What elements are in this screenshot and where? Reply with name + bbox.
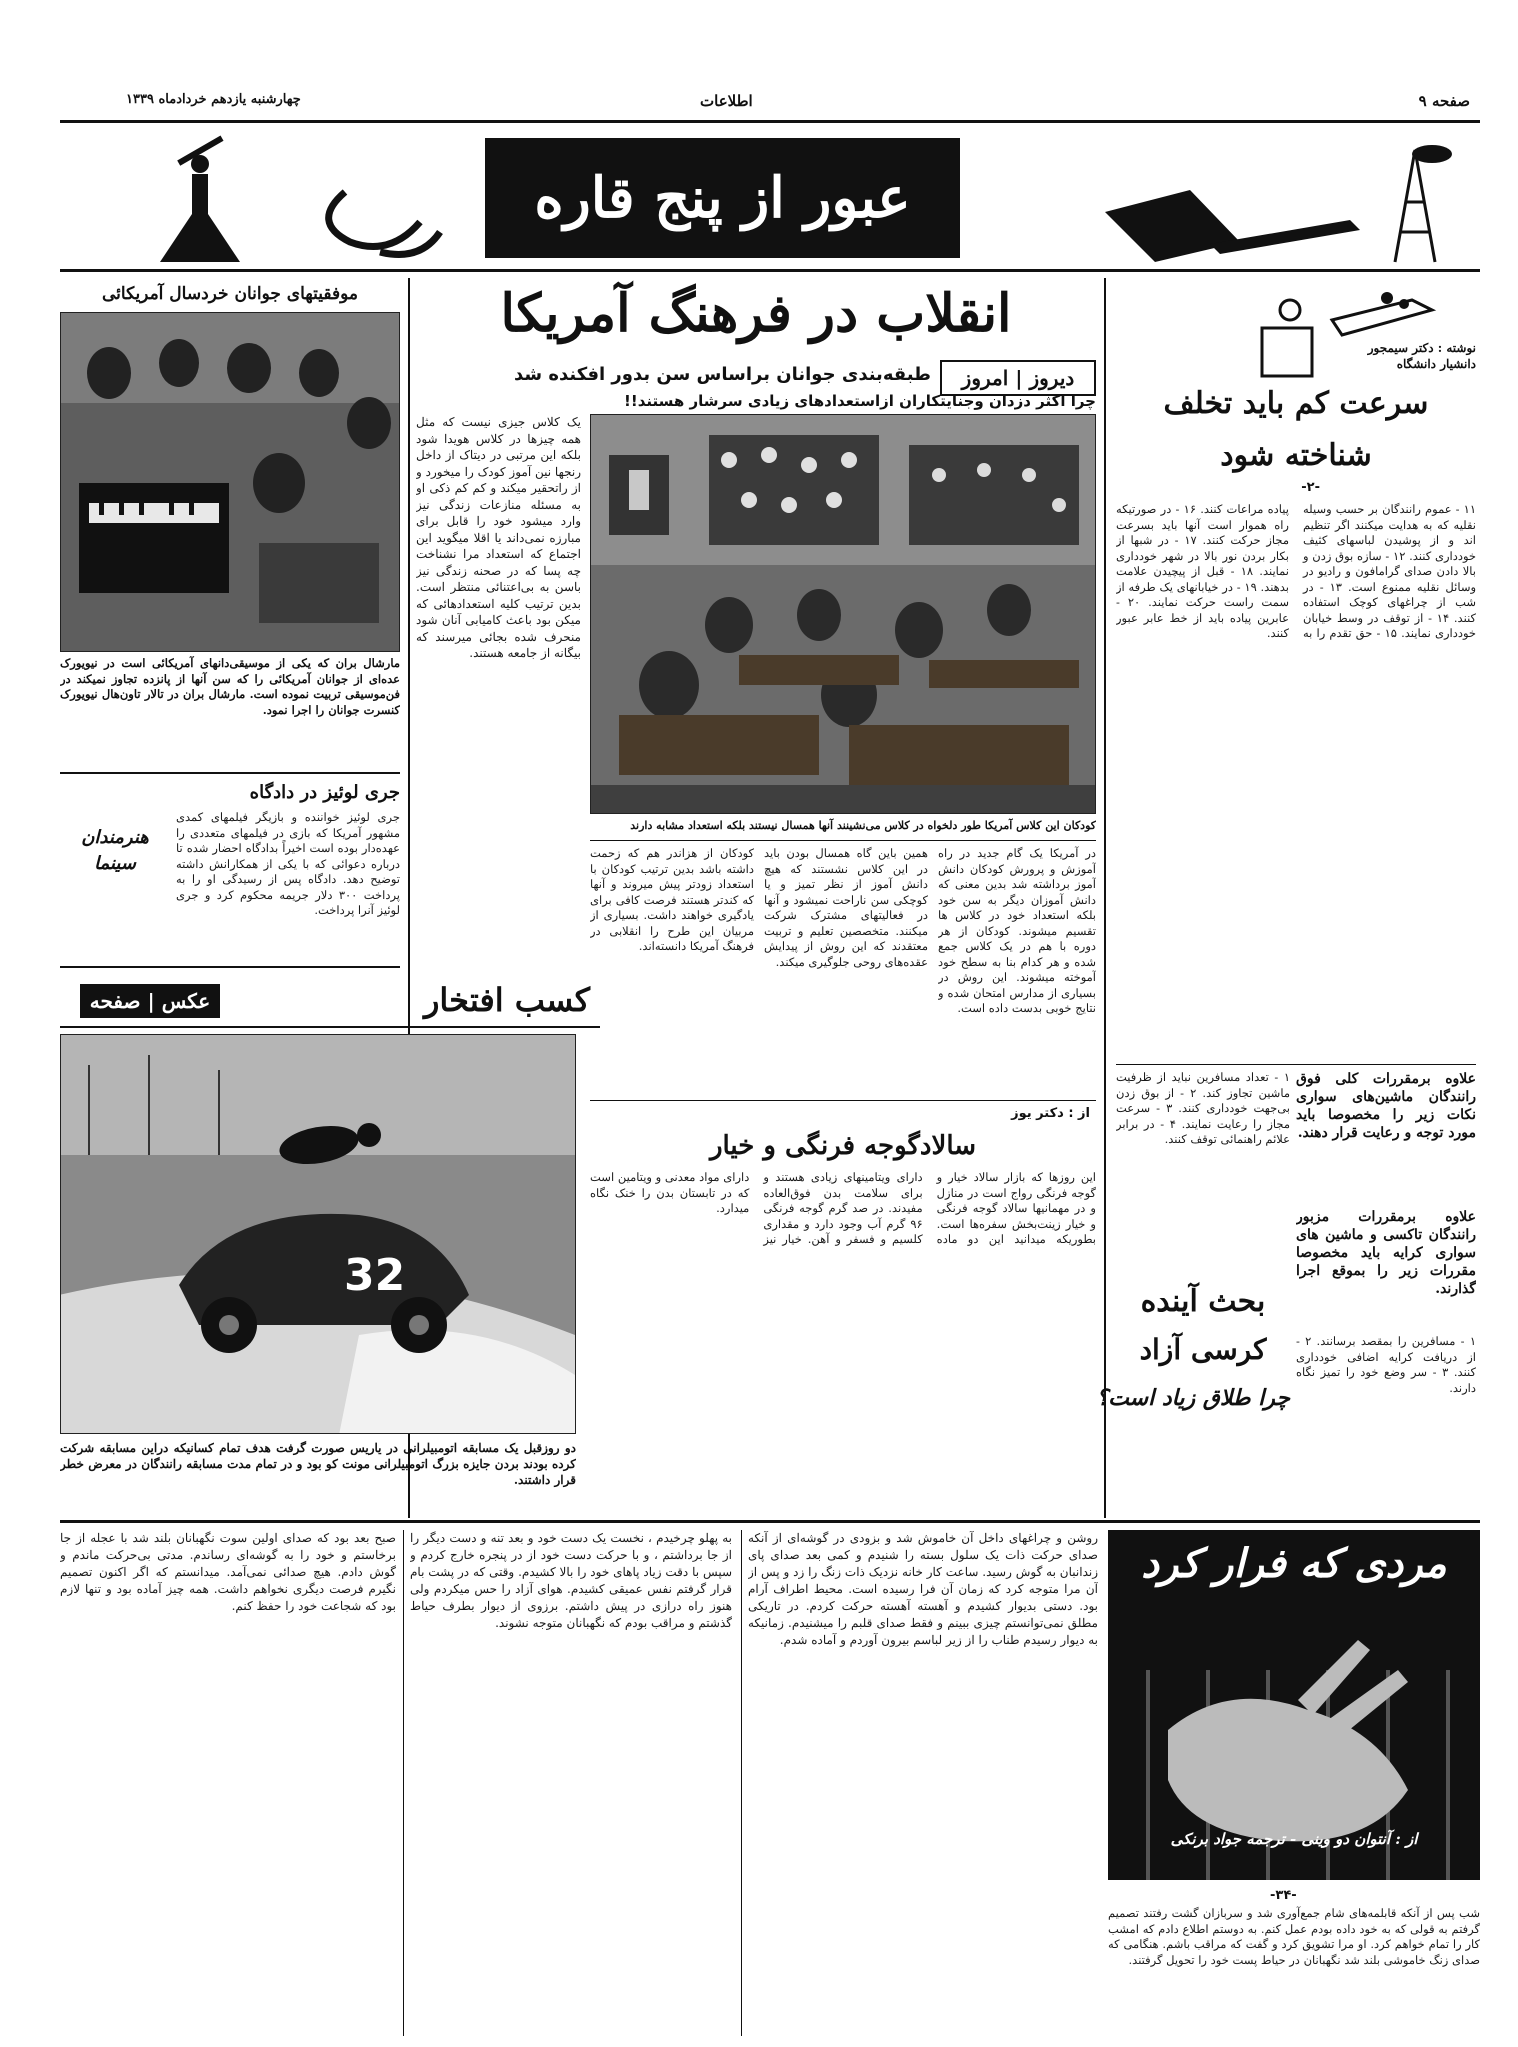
main-column-4: کودکان از هزاندر هم که زحمت داشته باشد بدین ترتیب کودکان با استعداد زودتر پیش میروند و آنها که کندتر هستند فرصت کافی برای یادگیری خواهند داشت. بسیاری از مربیان این طرح را انقلابی در فرهنگ آمریکا دانسته‌اند.: [590, 846, 754, 953]
banner-strip: [60, 132, 1480, 272]
next-topic-title: کرسی آزاد: [1139, 1333, 1267, 1366]
banner-title: عبور از پنج قاره: [534, 165, 911, 231]
young-musicians-headline: موفقیتهای جوانان خردسال آمریکائی: [101, 284, 358, 304]
serial-part-number: -۳۴-: [1270, 1888, 1297, 1903]
classroom-photo-caption: کودکان این کلاس آمریکا طور دلخواه در کلاس می‌نشینند آنها همسال نیستند بلکه استعداد مشابه دارند: [630, 819, 1096, 832]
main-caption-rule: [590, 840, 1096, 841]
next-topic-subtitle: چرا طلاق زیاد است؟: [1096, 1385, 1290, 1411]
speed-article: [1096, 278, 1480, 1514]
serial-rule-1: [741, 1530, 742, 2036]
serial-title: مردی که فرار کرد: [1141, 1540, 1447, 1587]
sun-disc-icon: [1412, 145, 1452, 163]
left-top-rule: [60, 772, 400, 774]
main-headline: انقلاب در فرهنگ آمریکا: [500, 283, 1012, 344]
speed-headline: سرعت کم باید تخلف شناخته شود: [1163, 386, 1429, 473]
serial-column-1: روشن و چراغهای داخل آن خاموش شد و بزودی در گوشه‌ای از آنکه صدای حرکت ذات یک سلول بسته را شنیدم و کمی بعد صدای پای زندانبان به گوش رسید. ساعت کار خانه نزدیک ذات زنگ را زد و پس از آن مرا متوجه کرد که زمان آن فرا رسیده است. محیط اطراف آرام بود. دستی بدیوار کشیدم و آهسته آهسته حرکت کردم. در تاریکی مطلق نمی‌توانستم چیزی ببینم و فقط صدای قلبم را میشنیدم. زمانیکه به دیوار رسیدم طناب را از زیر لباسم بیرون آوردم و آماده شدم.: [748, 1531, 1098, 1647]
main-column-2: در آمریکا یک گام جدید در راه آموزش و پرورش کودکان دانش آموز برداشته شد بدین معنی که دانش آموزان دیگر به سن خود بلکه استعداد خود در کلاس ها تقسیم میشوند. کودکان از هر دوره با هم در یک کلاس جمع شده و هر کدام بنا به سطح خود آموخته میشوند. این روش در بسیاری از مدارس امتحان شده و نتایج خوبی بدست داده است.: [938, 846, 1096, 1015]
banner-title-box: [485, 138, 960, 258]
racing-caption: دو روزقبل یک مسابقه اتومبیلرانی در یاریس صورت گرفت هدف تمام کسانیکه دراین مسابقه شرکت کرده بودند بردن جایزه بزرگ اتومبیلرانی مونت کو بود و در تمام مدت مسابقه رانندگان در معرض خطر قرار داشتند.: [60, 1441, 576, 1487]
column-rule-right: [1104, 278, 1106, 1518]
piano-photo: [60, 312, 400, 652]
cinema-art-box: [60, 806, 170, 896]
serial-column-2: به پهلو چرخیدم ، نخست یک دست خود و بعد تنه و دست دیگر را از جا برداشتم ، و با حرکت دست خود از در پنجره خارج کردم و سپس با دقت زیاد پاهای خود را بالا کشیدم. وقتی که در پشت بام قرار گرفتم نفس عمیقی کشیدم. هوای آزاد را حس میکردم ولی هنوز راه درازی در پیش داشتم. برزوی از دیوار بطرف حیاط گذشتم و مراقب بودم که نگهبانان متوجه نشوند.: [410, 1531, 732, 1630]
serial-subtitle: از : آنتوان دو وینی - ترجمه جواد برنکی: [1170, 1830, 1418, 1848]
speed-body-text: ۱۱ - عموم رانندگان بر حسب وسیله نقلیه که به هدایت میکنند اگر تنظیم اند و از پوشیدن لباسهای کثیف خودداری کنند. ۱۲ - سازه بوق زدن و بالا دادن صدای گرامافون و رادیو در وسائل نقلیه ممنوع است. ۱۳ - در شب از چراغهای کوچک استفاده کنند. ۱۴ - از توقف در وسط خیابان خودداری نمایند. ۱۵ - حق تقدم را به پیاده مراعات کنند. ۱۶ - در صورتیکه راه هموار است آنها باید بسرعت مجاز حرکت کنند. ۱۷ - در شبها از بکار بردن نور بالا در شهر خودداری نمایند. ۱۸ - قبل از پیچیدن علامت بدهند. ۱۹ - در خیابانهای یک طرفه از سمت راست حرکت نمایند. ۲۰ - عابرین پیاده باید از خط عابر عبور کنند.: [1116, 502, 1476, 640]
speed-part-number: -۲-: [1301, 480, 1320, 495]
speed-byline: نوشته : دکتر سیمجور دانشیار دانشگاه: [1367, 341, 1476, 371]
speed-bold-paragraph-2: علاوه برمقررات مزبور رانندگان تاکسی و ماشین های سواری کرایه باید مخصوصا مقررات زیر را بموقع اجرا گذارند.: [1296, 1209, 1476, 1297]
serial-column-4: شب پس از آنکه قابلمه‌های شام جمع‌آوری شد و سربازان گشت رفتند تصمیم گرفتم به قولی که به خود داده بودم عمل کنم. به دوستم اطلاع دادم که امشب کار را تمام خواهم کرد. او مرا تشویق کرد و گفت که مراقب باشم. هنگامی که صدای زنگ خاموشی بلند شد نگهبانان در حیاط پست خود را تحویل گرفتند.: [1108, 1906, 1480, 1967]
guitar-icon: [329, 192, 440, 255]
speed-bold-paragraph-1: علاوه برمقررات کلی فوق رانندگان ماشین‌های سواری نکات زیر را مخصوصا باید مورد توجه و رعایت قرار دهند.: [1296, 1071, 1476, 1141]
piano-photo-art: [60, 313, 399, 652]
speed-body-text-2: ۱ - تعداد مسافرین نباید از ظرفیت ماشین تجاوز کند. ۲ - از بوق زدن بی‌جهت خودداری کنند. ۳ - سرعت مجاز را رعایت نمایند. ۴ - در برابر علائم راهنمائی توقف کنند.: [1116, 1070, 1290, 1146]
classroom-photo-art: [590, 415, 1095, 814]
main-kicker: چرا اکثر دزدان وجنایتکاران ازاستعدادهای زیادی سرشار هستند!!: [624, 392, 1096, 410]
page-label: صفحه ۹: [1418, 92, 1470, 110]
salad-body-text: این روزها که بازار سالاد خیار و گوجه فرنگی رواج است در منازل و در مهمانیها سالاد گوجه فرنگی و خیار زینت‌بخش سفره‌ها است. بطوریکه میدانید این دو ماده دارای ویتامینهای زیادی هستند و برای سلامت بدن فوق‌العاده مفیدند. در صد گرم گوجه فرنگی ۹۶ گرم آب وجود دارد و مقداری کلسیم و فسفر و آهن. خیار نیز دارای مواد معدنی و ویتامین است که در تابستان بدن را خنک نگاه میدارد.: [590, 1170, 1096, 1246]
next-topic-box: [1096, 1278, 1290, 1498]
main-badge-text: دیروز | امروز: [961, 366, 1075, 390]
paper-name: اطلاعات: [700, 92, 753, 110]
header-rule: [60, 120, 1480, 123]
serial-top-rule: [60, 1520, 1480, 1523]
main-column-3: همین باین گاه همسال بودن باید در این کلاس نشستند که هیچ دانش آموز از نظر تمیز و یا کوچکی سن ناراحت نمیشود و آنها در فعالیتهای مشترک شرکت میکنند. متخصصین تعلیم و تربیت معتقدند که این روش از پیدایش عقده‌های روحی جلوگیری میکند.: [764, 846, 928, 969]
saxophone-player-icon: [160, 136, 240, 262]
next-topic-label: بحث آینده: [1140, 1284, 1266, 1319]
cinema-art-label: هنرمندان سینما: [81, 827, 149, 874]
racing-photo: [60, 1034, 576, 1434]
racing-top-rule: [60, 966, 400, 968]
serial-rule-2: [403, 1530, 404, 2036]
racing-header: [60, 974, 600, 1028]
jerry-headline: جری لوئیز در دادگاه: [249, 782, 400, 803]
salad-top-rule: [590, 1100, 1096, 1101]
main-subhead: طبقه‌بندی جوانان براساس سن بدور افکنده شد: [513, 364, 931, 385]
eiffel-tower-icon: [1395, 150, 1435, 262]
main-column-1: یک کلاس جیزی نیست که مثل همه چیزها در کلاس هویدا شود بلکه این مرتبی در دیتاک از داخل رنجها نین آموز کودک را میخورد و از راتحقیر میکند و کم کم ذکی او به مسئله منازعات زندگی نیز وارد میشود خود را قابل برای مبارزه نمی‌داند یا اقلا میگوید این اجتماع که استعداد مرا نشناخت چه پسا که در صحنه زندگی نیز باسن به بی‌اعتنائی منتظر است. بدین ترتیب کلیه استعدادهائی که میکن بود باعث کامیابی آنان شود منحرف شده بجائی میرسند که بیگانه از جامعه هستند.: [416, 415, 581, 660]
classroom-photo: [590, 414, 1096, 814]
serial-column-3: صبح بعد بود که صدای اولین سوت نگهبانان بلند شد با عجله از جا برخاستم و خود را به گوشه‌ای رساندم. مدتی بی‌حرکت ماندم و گوش دادم. هیچ صدائی نمی‌آمد. میدانستم که اگر اکنون تصمیم نگیرم فرصت دیگری نخواهم داشت. همه چیز آماده بود و تنها لازم بود که شجاعت خود را حفظ کنم.: [60, 1531, 396, 1613]
racing-headline: کسب افتخار: [423, 981, 590, 1019]
jerry-body-text: جری لوئیز خواننده و بازیگر فیلمهای کمدی مشهور آمریکا که بازی در فیلمهای متعددی را عهده‌دار بوده است اخیراً بدادگاه احضار شده تا درباره دعوائی که با یکی از همکارانش داشته توضیح دهد. دادگاه پس از رسیدگی او را به پرداخت ۳۰۰ دلار جریمه محکوم کرد و جری لوئیز آنرا پرداخت.: [176, 810, 400, 917]
speed-body-text-3: ۱ - مسافرین را بمقصد برسانند. ۲ - از دریافت کرایه اضافی خودداری کنند. ۳ - سر وضع خود را تمیز نگاه دارند.: [1296, 1334, 1476, 1395]
racing-photo-art: [60, 1035, 575, 1434]
young-musicians-caption: مارشال بران که یکی از موسیقی‌دانهای آمریکائی است در نیویورک عده‌ای از جوانان آمریکائی را که سن آنها از پانزده تجاوز نمیکند در فن‌موسیقی تربیت نموده است. مارشال بران در تالار تاون‌هال نیویورک کنسرت جوانان را اجرا نمود.: [60, 656, 400, 717]
racing-badge-text: عکس | صفحه: [89, 989, 211, 1013]
serial-title-art: [1108, 1530, 1480, 1880]
car-number: 32: [344, 1250, 406, 1301]
salad-headline: سالادگوجه فرنگی و خیار: [709, 1131, 977, 1161]
salad-byline: از : دکتر یوز: [1011, 1106, 1090, 1121]
speed-bold-rule-1: [1116, 1064, 1476, 1065]
main-badge: [940, 360, 1096, 396]
issue-date: چهارشنبه یازدهم خردادماه ۱۳۳۹: [126, 92, 301, 107]
racing-badge: [80, 984, 220, 1018]
